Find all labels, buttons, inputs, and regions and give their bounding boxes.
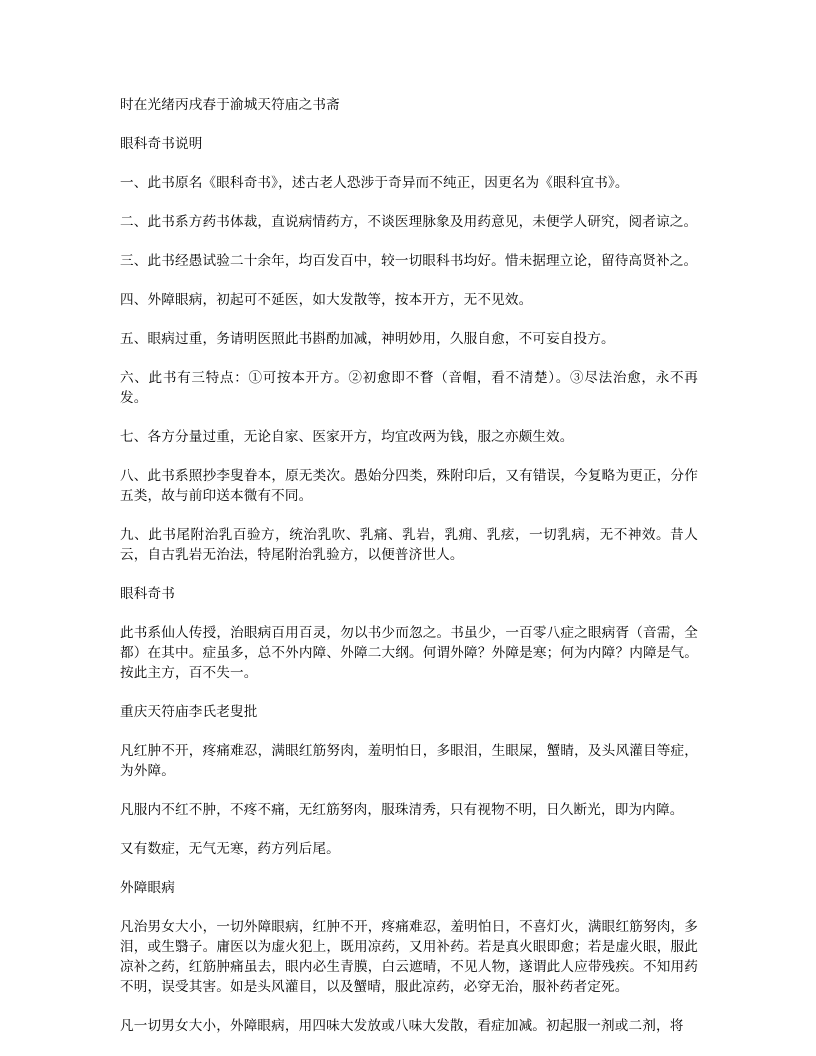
- note-4: 四、外障眼病，初起可不延医，如大发散等，按本开方，无不见效。: [120, 292, 533, 308]
- note-6: 六、此书有三特点：①可按本开方。②初愈即不瞀（音帽，看不清楚）。③尽法治愈，永不再发。: [120, 370, 698, 406]
- outer-disorder-definition: 凡红肿不开，疼痛难忍，满眼红筋努肉，羞明怕日，多眼泪，生眼屎，蟹睛，及头风灌目等症，为外障。: [120, 743, 698, 779]
- outer-disease-treatment: 凡治男女大小，一切外障眼病，红肿不开，疼痛难忍，羞明怕日，不喜灯火，满眼红筋努肉，多泪，或生翳子。庸医以为虚火犯上，既用凉药，又用补药。若是真火眼即愈；若是虚火眼，服此凉补之药，红筋肿痛虽去，眼内必生青膜，白云遮晴，不见人物，遂谓此人应带残疾。不知用药不明，误受其害。如是头风灌目，以及蟹晴，服此凉药，必穿无治，服补药者定死。: [120, 919, 698, 995]
- section-heading-outer-eye-disease: 外障眼病: [120, 880, 175, 896]
- section-heading-explanation: 眼科奇书说明: [120, 136, 203, 152]
- note-5: 五、眼病过重，务请明医照此书斟酌加减，神明妙用，久服自愈，不可妄自投方。: [120, 331, 615, 347]
- date-line: 时在光绪丙戌春于渝城天符庙之书斋: [120, 97, 340, 113]
- book-intro: 此书系仙人传授，治眼病百用百灵，勿以书少而忽之。书虽少，一百零八症之眼病胥（音需，全都）在其中。症虽多，总不外内障、外障二大纲。何谓外障？外障是寒；何为内障？内障是气。按此主方，百不失一。: [120, 625, 698, 681]
- note-1: 一、此书原名《眼科奇书》，述古老人恐涉于奇异而不纯正，因更名为《眼科宜书》。: [120, 175, 629, 191]
- note-9: 九、此书尾附治乳百验方，统治乳吹、乳痛、乳岩，乳痈、乳痃，一切乳病，无不神效。昔人云，自古乳岩无治法，特尾附治乳验方，以便普济世人。: [120, 527, 698, 563]
- note-3: 三、此书经愚试验二十余年，均百发百中，较一切眼科书均好。惜未据理立论，留待高贤补之。: [120, 253, 698, 269]
- inner-disorder-definition: 凡服内不红不肿，不疼不痛，无红筋努肉，服珠清秀，只有视物不明，日久断光，即为内障。: [120, 802, 684, 818]
- attribution: 重庆天符庙李氏老叟批: [120, 704, 258, 720]
- section-heading-book: 眼科奇书: [120, 586, 175, 602]
- note-8: 八、此书系照抄李叟眷本，原无类次。愚始分四类，殊附印后，又有错误，今复略为更正，分作五类，故与前印送本微有不同。: [120, 468, 698, 504]
- note-7: 七、各方分量过重，无论自家、医家开方，均宜改两为钱，服之亦颇生效。: [120, 429, 574, 445]
- other-symptoms-note: 又有数症，无气无寒，药方列后尾。: [120, 841, 340, 857]
- outer-disease-prescription: 凡一切男女大小，外障眼病，用四味大发放或八味大发散，看症加减。初起服一剂或二剂，将: [120, 1018, 684, 1034]
- document-page: [120, 95, 698, 1055]
- note-2: 二、此书系方药书体裁，直说病情药方，不谈医理脉象及用药意见，未便学人研究，阅者谅之。: [120, 214, 698, 230]
